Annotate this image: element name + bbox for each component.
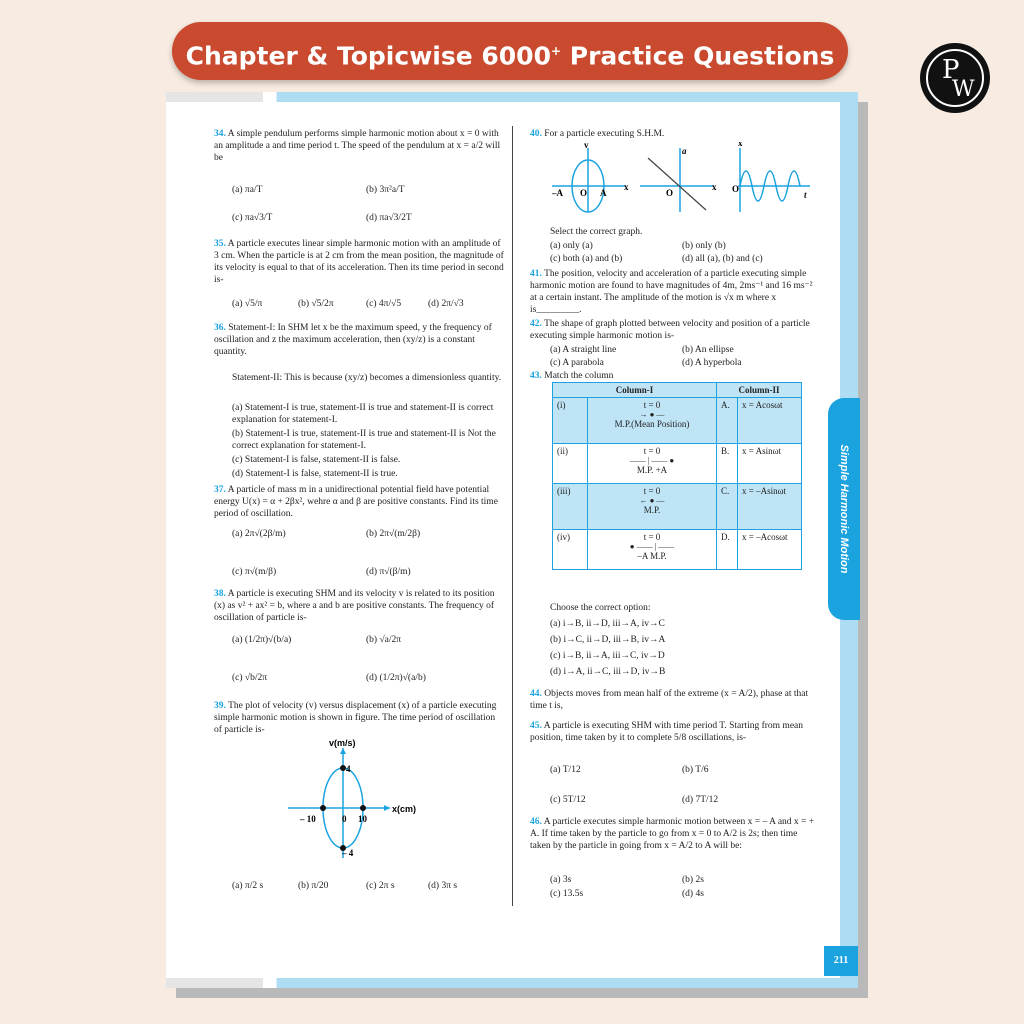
q40-opt-a: (a) only (a) [550,241,593,251]
q36-opt-d: (d) Statement-I is false, statement-II is true. [232,469,398,479]
table-header-col2: Column-II [717,383,802,398]
q46-opt-c: (c) 13.5s [550,889,584,899]
q37-opt-c: (c) π√(m/β) [232,567,277,577]
column-divider [512,126,513,906]
question-35: 35. A particle executes linear simple harmonic motion with an amplitude of 3 cm. When the particle is at 2 cm from the mean position, the magnitude of its velocity is equal to that of its acceleration. Then its time period in second is- [214,239,504,285]
q35-opt-b: (b) √5/2π [298,299,334,309]
fig39-xlabel: x(cm) [392,804,417,814]
q40-select: Select the correct graph. [550,227,643,237]
q42-opt-b: (b) An ellipse [682,345,734,355]
banner-sup: + [550,44,562,58]
table-row: (i) t = 0 → ● — M.P.(Mean Position) A. x = Acosωt [553,398,802,444]
q46-opt-d: (d) 4s [682,889,704,899]
title-banner [172,22,848,80]
side-tab-label: Simple Harmonic Motion [838,444,850,574]
svg-text:A: A [600,188,607,198]
q43-opt-b: (b) i→C, ii→D, iii→B, iv→A [550,635,666,645]
q39-opt-b: (b) π/20 [298,881,329,891]
q35-opt-a: (a) √5/π [232,299,263,309]
svg-text:v: v [584,142,589,150]
q45-opt-c: (c) 5T/12 [550,795,586,805]
q39-opt-d: (d) 3π s [428,881,458,891]
question-41: 41. The position, velocity and acceleration of a particle executing simple harmonic motion are found to have magnitudes of 4m, 2ms⁻¹ and 16 ms⁻² at a certain instant. The amplitude of the motion is √x m where x is_________. [530,269,813,315]
q39-opt-c: (c) 2π s [366,881,395,891]
q35-opt-d: (d) 2π/√3 [428,299,464,309]
q38-opt-b: (b) √a/2π [366,635,402,645]
q37-opt-b: (b) 2π√(m/2β) [366,529,421,539]
q43-opt-a: (a) i→B, ii→D, iii→A, iv→C [550,619,665,629]
q45-opt-a: (a) T/12 [550,765,581,775]
q37-opt-a: (a) 2π√(2β/m) [232,529,286,539]
question-42: 42. The shape of graph plotted between velocity and position of a particle executing simple harmonic motion is- [530,319,810,341]
logo-w: W [952,77,975,102]
table-row: (ii) t = 0 —— | —— ● M.P. +A B. x = Asinωt [553,444,802,484]
svg-text:x: x [712,182,717,192]
q38-opt-d: (d) (1/2π)√(a/b) [366,673,426,683]
q40-opt-c: (c) both (a) and (b) [550,254,623,264]
question-39: 39. The plot of velocity (v) versus displacement (x) of a particle executing simple harmonic motion is shown in figure. The time period of oscillation of particle is- [214,701,497,735]
match-table [552,382,802,570]
table-row: (iii) t = 0 ← ● — M.P. C. x = –Asinωt [553,484,802,530]
q34-opt-d: (d) πa√3/2T [366,213,412,223]
table-header-col1: Column-I [553,383,717,398]
q46-opt-b: (b) 2s [682,875,704,885]
fig39-right: 10 [358,814,367,824]
q36-opt-b: (b) Statement-I is true, statement-II is true and statement-II is Not the correct explanation for statement-I. [232,429,496,451]
question-34: 34. A simple pendulum performs simple harmonic motion about x = 0 with an amplitude a and time period t. The speed of the pendulum at x = a/2 will be [214,129,501,163]
q36-opt-c: (c) Statement-I is false, statement-II is false. [232,455,401,465]
q40-opt-d: (d) all (a), (b) and (c) [682,254,763,264]
svg-text:x: x [624,182,629,192]
q34-opt-a: (a) πa/T [232,185,263,195]
q36-statement-2: Statement-II: This is because (xy/z) becomes a dimensionless quantity. [232,373,502,383]
q39-opt-a: (a) π/2 s [232,881,264,891]
fig39-zero: 0 [342,814,347,824]
svg-text:a: a [682,146,687,156]
svg-text:O: O [732,184,740,194]
q40-opt-b: (b) only (b) [682,241,726,251]
banner-title: Chapter & Topicwise 6000 [185,41,551,71]
q43-opt-d: (d) i→A, ii→C, iii→D, iv→B [550,667,666,677]
banner-tail: Practice Questions [561,41,835,71]
q34-opt-b: (b) 3π²a/T [366,185,405,195]
page-number: 211 [824,946,858,976]
q42-opt-c: (c) A parabola [550,358,604,368]
q43-opt-c: (c) i→B, ii→A, iii→C, iv→D [550,651,665,661]
svg-text:O: O [580,188,588,198]
q46-opt-a: (a) 3s [550,875,572,885]
q34-opt-c: (c) πa√3/T [232,213,273,223]
svg-text:O: O [666,188,674,198]
svg-text:t: t [804,190,807,200]
question-40: 40. For a particle executing S.H.M. [530,129,665,139]
q38-opt-c: (c) √b/2π [232,673,268,683]
question-37: 37. A particle of mass m in a unidirectional potential field have potential energy U(x) = α + 2βx², wehre α and β are positive constants. Find its time period of oscillation. [214,485,498,519]
fig39-bottom: – 4 [342,848,354,858]
svg-text:x: x [738,142,743,148]
q45-opt-d: (d) 7T/12 [682,795,719,805]
fig39-ylabel: v(m/s) [329,738,356,748]
q45-opt-b: (b) T/6 [682,765,709,775]
chapter-side-tab [828,398,860,620]
question-44: 44. Objects moves from mean half of the extreme (x = A/2), phase at that time t is, [530,689,809,711]
fig39-top: 4 [346,764,351,774]
q36-opt-a: (a) Statement-I is true, statement-II is true and statement-II is correct explanation for statement-I. [232,403,494,425]
q42-opt-a: (a) A straight line [550,345,617,355]
q40-graphs [548,142,818,216]
svg-text:–A: –A [552,188,563,198]
question-38: 38. A particle is executing SHM and its velocity v is related to its position (x) as v² + ax² = b, where a and b are positive constants. The frequency of oscillation of particle is- [214,589,495,623]
q37-opt-d: (d) π√(β/m) [366,567,411,577]
q35-opt-c: (c) 4π/√5 [366,299,402,309]
q43-choose: Choose the correct option: [550,603,651,613]
q39-ellipse-figure [280,736,430,866]
fig39-left: – 10 [300,814,316,824]
q42-opt-d: (d) A hyperbola [682,358,742,368]
logo-p: P [942,55,960,85]
question-45: 45. A particle is executing SHM with time period T. Starting from mean position, time taken by it to complete 5/8 oscillations, is- [530,721,803,743]
q38-opt-a: (a) (1/2π)√(b/a) [232,635,292,645]
table-row: (iv) t = 0 ● —— | —— –A M.P. D. x = –Acosωt [553,530,802,570]
question-43: 43. Match the column [530,371,614,381]
pw-logo-icon [920,43,990,113]
question-36: 36. Statement-I: In SHM let x be the maximum speed, y the frequency of oscillation and z the maximum acceleration, then (xy/z) is a constant quantity. [214,323,492,357]
question-46: 46. A particle executes simple harmonic motion between x = – A and x = + A. If time taken by the particle to go from x = 0 to A/2 is 2s; then time taken by the particle in going from x = A/2 to A will be: [530,817,815,851]
